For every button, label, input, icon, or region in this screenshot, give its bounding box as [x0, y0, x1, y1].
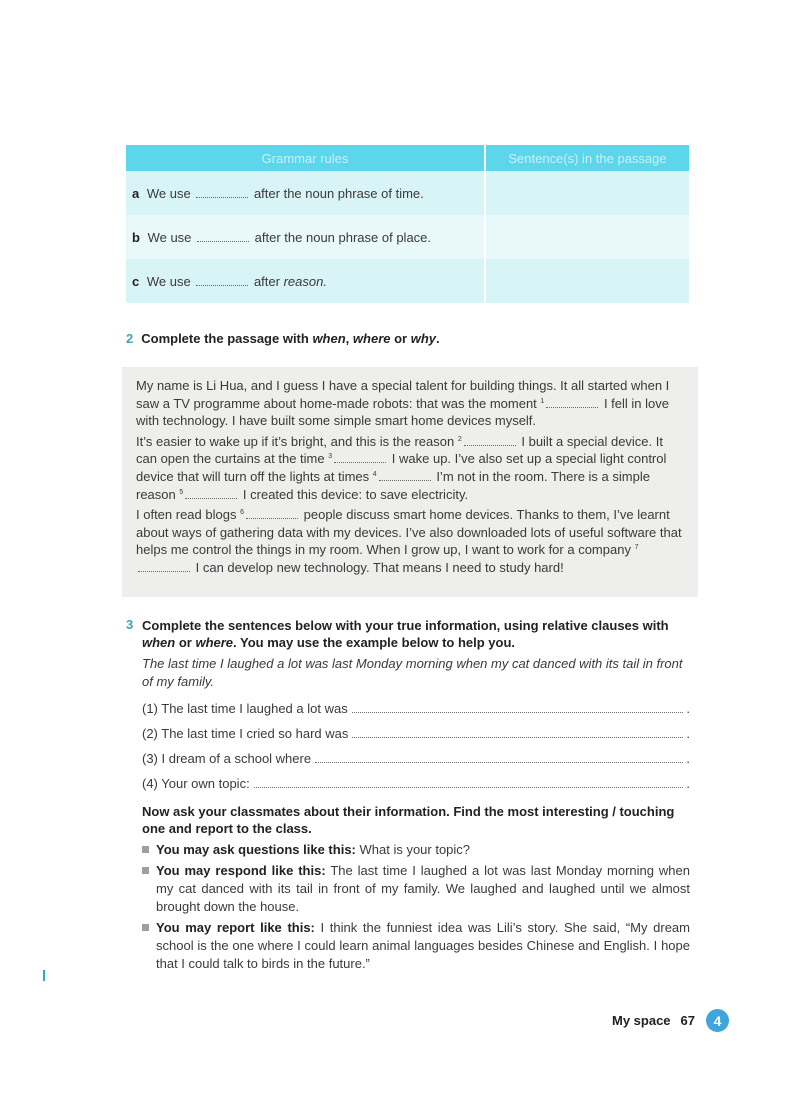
item-period: .: [686, 701, 690, 716]
answer-blank[interactable]: [197, 229, 249, 242]
blank-number: 4: [372, 470, 377, 478]
instruction-text: or: [175, 635, 196, 650]
table-row: [126, 215, 689, 259]
page-number: 67: [680, 1013, 696, 1028]
rule-text: We use: [146, 186, 191, 201]
answer-line[interactable]: [352, 702, 684, 713]
row-letter: b: [132, 230, 140, 245]
page-footer: [612, 1013, 695, 1028]
grammar-rules-table: [126, 145, 689, 303]
answer-blank[interactable]: [379, 468, 431, 481]
passage-text: It’s easier to wake up if it’s bright, and this is the reason: [136, 433, 455, 449]
instruction-word: when: [142, 635, 176, 650]
item-period: .: [686, 776, 690, 791]
list-item: [142, 841, 690, 859]
bullet-square-icon: [142, 867, 149, 874]
tips-list: [142, 841, 690, 973]
rule-text: after the noun phrase of place.: [254, 230, 432, 245]
list-item: [142, 766, 690, 791]
answer-blank[interactable]: [138, 559, 190, 572]
instruction-word: why: [410, 331, 437, 346]
rule-cell: [126, 215, 485, 259]
rule-text-italic: reason.: [283, 274, 327, 289]
unit-badge: 4: [706, 1009, 729, 1032]
blank-number: 7: [634, 544, 639, 552]
bullet-square-icon: [142, 924, 149, 931]
rule-cell: [126, 171, 485, 215]
blank-number: 1: [540, 397, 545, 405]
ask-instruction: Now ask your classmates about their information. Find the most interesting / touching one and report to the class.: [142, 804, 675, 836]
rule-text: We use: [147, 230, 192, 245]
sentence-cell[interactable]: [485, 215, 689, 259]
answer-blank[interactable]: [464, 433, 516, 446]
item-prompt: (1) The last time I laughed a lot was: [142, 701, 348, 716]
row-letter: a: [132, 186, 140, 201]
tip-text: The last time I laughed a lot was last Monday morning when my cat danced with its tail in front of my family. We laughed and laughed until we almost brought down the house.: [156, 863, 690, 914]
tip-text: What is your topic?: [355, 842, 471, 857]
table-row: [126, 171, 689, 215]
task-number: 3: [126, 617, 134, 632]
rule-cell: [126, 259, 485, 303]
list-item: [142, 691, 690, 716]
item-period: .: [686, 726, 690, 741]
list-item: [142, 919, 690, 973]
tip-label: You may report like this:: [156, 920, 315, 935]
task-number: 2: [126, 331, 134, 346]
instruction-text: ,: [345, 331, 353, 346]
passage-text: I often read blogs: [136, 507, 237, 523]
list-item: [142, 716, 690, 741]
answer-blank[interactable]: [196, 273, 248, 286]
sentence-cell[interactable]: [485, 259, 689, 303]
item-prompt: (2) The last time I cried so hard was: [142, 726, 349, 741]
rule-text: after: [253, 274, 280, 289]
blank-number: 5: [179, 488, 184, 496]
table-header-row: [126, 145, 689, 171]
answer-blank[interactable]: [546, 395, 598, 408]
task-3-instruction: [142, 617, 690, 651]
passage-text: My name is Li Hua, and I guess I have a special talent for building things. It all started when I saw a TV programme about home-made robots: that was the moment: [136, 378, 670, 411]
blank-number: 6: [240, 509, 244, 517]
tip-label: You may ask questions like this:: [156, 842, 356, 857]
rule-text: We use: [146, 274, 191, 289]
instruction-text: .: [436, 331, 440, 346]
margin-mark: [43, 970, 45, 981]
section-name: My space: [612, 1013, 671, 1028]
tip-text: I think the funniest idea was Lili’s story. She said, “My dream school is the one where I could learn animal languages besides Chinese and English. I hope that I could talk to birds in the future.”: [156, 920, 690, 971]
instruction-text: Complete the sentences below with your true information, using relative clauses with: [142, 618, 669, 633]
blank-number: 2: [457, 435, 462, 443]
instruction-word: where: [352, 331, 391, 346]
passage-paragraph: [136, 506, 684, 576]
answer-blank[interactable]: [196, 185, 248, 198]
sentence-cell[interactable]: [485, 171, 689, 215]
passage-text: I fell in love with technology. I have built some simple smart home devices myself.: [136, 395, 669, 429]
table-row: [126, 259, 689, 303]
answer-line[interactable]: [352, 727, 683, 738]
passage-text: I created this device: to save electricity.: [242, 486, 469, 502]
passage-text: I’m not in the room. There is a simple reason: [136, 468, 650, 502]
instruction-text: Complete the passage with: [141, 331, 313, 346]
passage-text: I built a special device. It can open the curtains at the time: [136, 433, 663, 467]
answer-blank[interactable]: [185, 486, 237, 499]
row-letter: c: [132, 274, 140, 289]
answer-line[interactable]: [315, 752, 683, 763]
rule-text: after the noun phrase of time.: [253, 186, 424, 201]
item-prompt: (3) I dream of a school where: [142, 751, 312, 766]
passage-text: people discuss smart home devices. Thanks to them, I’ve learnt about ways of gathering data with my devices. I’ve also downloaded lots of useful software that helps me control the things in my room. When I grow up, I want to work for a company: [136, 507, 682, 558]
passage-box: [122, 367, 698, 597]
instruction-word: when: [312, 331, 346, 346]
example-sentence: The last time I laughed a lot was last Monday morning when my cat danced with its tail in front of my family.: [142, 656, 683, 689]
passage-paragraph: [136, 377, 684, 430]
bullet-square-icon: [142, 846, 149, 853]
answer-line[interactable]: [254, 777, 684, 788]
blank-number: 3: [328, 453, 333, 461]
passage-paragraph: [136, 433, 684, 503]
task-3-section: [126, 617, 690, 976]
item-period: .: [686, 751, 690, 766]
tip-label: You may respond like this:: [156, 863, 326, 878]
passage-text: I can develop new technology. That means I need to study hard!: [195, 559, 564, 575]
list-item: [142, 741, 690, 766]
list-item: [142, 862, 690, 916]
answer-blank[interactable]: [334, 450, 386, 463]
passage-text: I wake up. I’ve also set up a special light control device that will turn off the lights at times: [136, 451, 667, 484]
header-sentences: Sentence(s) in the passage: [485, 145, 689, 171]
task-2-instruction: [126, 331, 440, 346]
instruction-text: . You may use the example below to help you.: [233, 635, 516, 650]
answer-blank[interactable]: [246, 506, 298, 519]
instruction-word: where: [195, 635, 234, 650]
item-prompt: (4) Your own topic:: [142, 776, 250, 791]
header-grammar-rules: Grammar rules: [126, 145, 485, 171]
instruction-text: or: [390, 331, 411, 346]
